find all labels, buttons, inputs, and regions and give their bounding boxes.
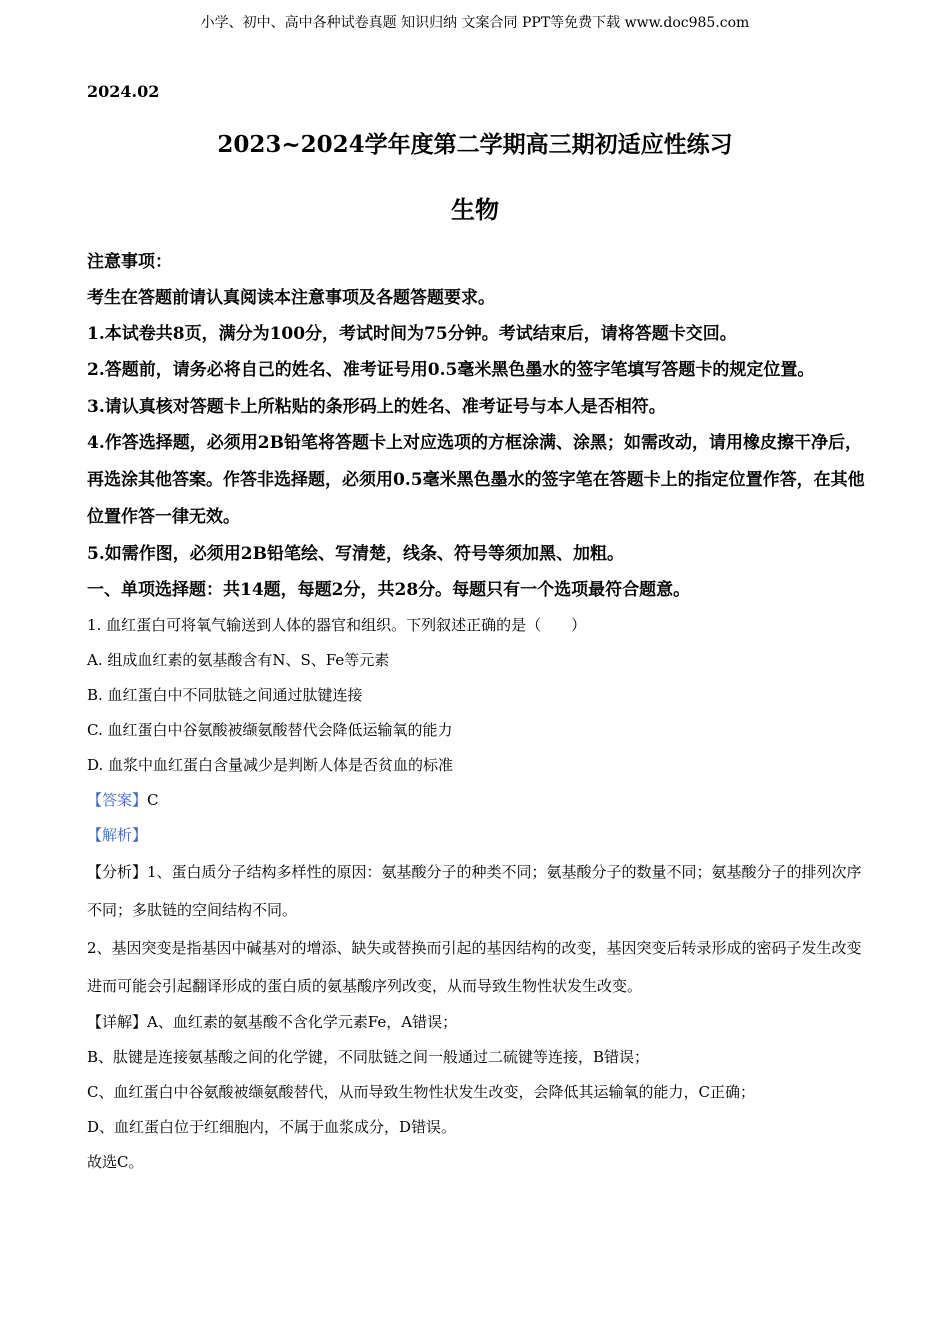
notice-item: 4.作答选择题，必须用2B铅笔将答题卡上对应选项的方框涂满、涂黑；如需改动，请用橡皮擦干净后，再选涂其他答案。作答非选择题，必须用0.5毫米黑色墨水的签字笔在答题卡上的指定位置作答，在其他位置作答一律无效。 (87, 433, 865, 527)
question-option-a: A. 组成血红素的氨基酸含有N、S、Fe等元素 (87, 651, 390, 669)
question-option-d: D. 血浆中血红蛋白含量减少是判断人体是否贫血的标准 (87, 756, 454, 774)
question-option-b: B. 血红蛋白中不同肽链之间通过肽键连接 (87, 686, 363, 704)
analysis-paragraph: 2、基因突变是指基因中碱基对的增添、缺失或替换而引起的基因结构的改变，基因突变后转录形成的密码子发生改变进而可能会引起翻译形成的蛋白质的氨基酸序列改变，从而导致生物性状发生改变。 (87, 939, 862, 995)
detail-line: 【详解】A、血红素的氨基酸不含化学元素Fe，A错误； (87, 1013, 458, 1031)
question-option-c: C. 血红蛋白中谷氨酸被缬氨酸替代会降低运输氧的能力 (87, 721, 453, 739)
detail-line: C、血红蛋白中谷氨酸被缬氨酸替代，从而导致生物性状发生改变，会降低其运输氧的能力，C正确； (87, 1083, 755, 1101)
analysis-paragraph: 【分析】1、蛋白质分子结构多样性的原因：氨基酸分子的种类不同；氨基酸分子的数量不同；氨基酸分子的排列次序不同；多肽链的空间结构不同。 (87, 863, 862, 919)
answer-value: C (147, 791, 159, 809)
detail-line: D、血红蛋白位于红细胞内，不属于血浆成分，D错误。 (87, 1118, 457, 1136)
section-heading: 一、单项选择题：共14题，每题2分，共28分。每题只有一个选项最符合题意。 (87, 580, 691, 600)
exam-subject: 生物 (451, 195, 499, 224)
analysis-label: 【解析】 (87, 826, 148, 844)
notice-item: 5.如需作图，必须用2B铅笔绘、写清楚，线条、符号等须加黑、加粗。 (87, 544, 624, 564)
notice-heading: 注意事项： (87, 252, 172, 272)
detail-line: 故选C。 (87, 1153, 144, 1171)
detail-line: B、肽键是连接氨基酸之间的化学键，不同肽链之间一般通过二硫键等连接，B错误； (87, 1048, 650, 1066)
answer-label: 【答案】 (87, 791, 148, 809)
notice-intro: 考生在答题前请认真阅读本注意事项及各题答题要求。 (87, 288, 495, 308)
question-stem: 1. 血红蛋白可将氧气输送到人体的器官和组织。下列叙述正确的是（ ） (87, 616, 587, 634)
document-body (87, 244, 867, 1180)
page-header-banner: 小学、初中、高中各种试卷真题 知识归纳 文案合同 PPT等免费下载 www.doc985.com (200, 15, 750, 31)
notice-item: 2.答题前，请务必将自己的姓名、准考证号用0.5毫米黑色墨水的签字笔填写答题卡的规定位置。 (87, 360, 815, 380)
exam-date: 2024.02 (87, 82, 160, 101)
exam-title: 2023~2024学年度第二学期高三期初适应性练习 (217, 131, 733, 158)
answer-line (87, 783, 867, 818)
notice-item: 1.本试卷共8页，满分为100分，考试时间为75分钟。考试结束后，请将答题卡交回。 (87, 324, 737, 344)
notice-item: 3.请认真核对答题卡上所粘贴的条形码上的姓名、准考证号与本人是否相符。 (87, 397, 666, 417)
